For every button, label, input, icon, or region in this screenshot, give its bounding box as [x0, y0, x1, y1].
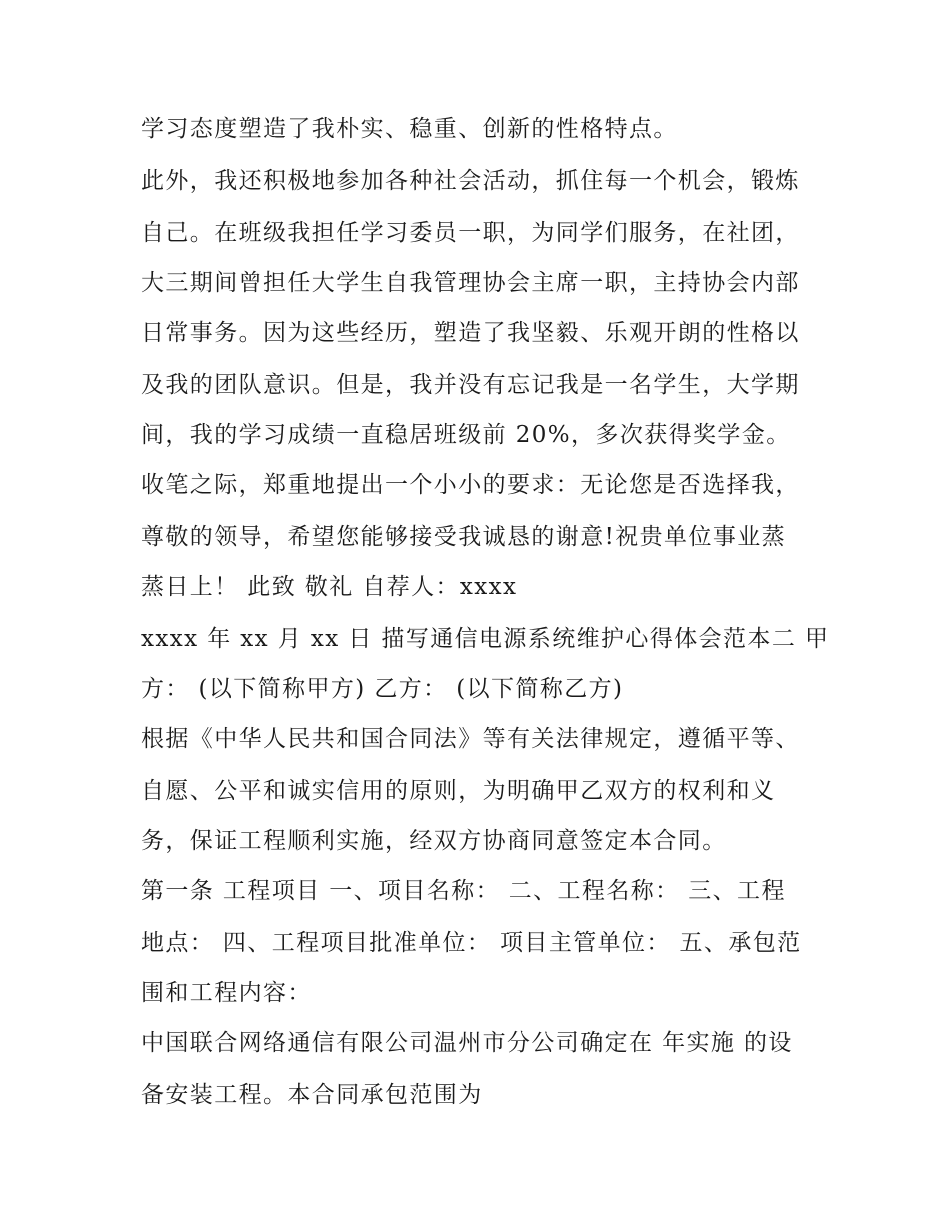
- text-line: 自己。在班级我担任学习委员一职，为同学们服务，在社团，: [141, 220, 800, 246]
- text-line: xxxx 年 xx 月 xx 日 描写通信电源系统维护心得体会范本二 甲: [141, 626, 830, 652]
- text-line: 方： (以下简称甲方) 乙方： (以下简称乙方): [141, 676, 624, 702]
- text-line: 学习态度塑造了我朴实、稳重、创新的性格特点。: [141, 116, 678, 142]
- text-line: 根据《中华人民共和国合同法》等有关法律规定，遵循平等、: [141, 726, 800, 752]
- text-line: 间，我的学习成绩一直稳居班级前 20%，多次获得奖学金。: [141, 422, 791, 448]
- text-line: 收笔之际，郑重地提出一个小小的要求：无论您是否选择我，: [141, 472, 800, 498]
- text-line: 日常事务。因为这些经历，塑造了我坚毅、乐观开朗的性格以: [141, 320, 800, 346]
- text-line: 自愿、公平和诚实信用的原则，为明确甲乙双方的权利和义: [141, 778, 776, 804]
- text-line: 第一条 工程项目 一、项目名称： 二、工程名称： 三、工程: [141, 878, 786, 904]
- text-line: 备安装工程。本合同承包范围为: [141, 1082, 483, 1108]
- text-line: 此外，我还积极地参加各种社会活动，抓住每一个机会，锻炼: [141, 168, 800, 194]
- text-line: 地点： 四、工程项目批准单位： 项目主管单位： 五、承包范: [141, 930, 802, 956]
- text-line: 及我的团队意识。但是，我并没有忘记我是一名学生，大学期: [141, 372, 800, 398]
- text-line: 蒸日上！ 此致 敬礼 自荐人：xxxx: [141, 574, 518, 600]
- text-line: 大三期间曾担任大学生自我管理协会主席一职，主持协会内部: [141, 270, 800, 296]
- text-line: 尊敬的领导，希望您能够接受我诚恳的谢意!祝贵单位事业蒸: [141, 524, 787, 550]
- text-line: 务，保证工程顺利实施，经双方协商同意签定本合同。: [141, 828, 727, 854]
- text-line: 中国联合网络通信有限公司温州市分公司确定在 年实施 的设: [141, 1030, 793, 1056]
- text-line: 围和工程内容：: [141, 980, 312, 1006]
